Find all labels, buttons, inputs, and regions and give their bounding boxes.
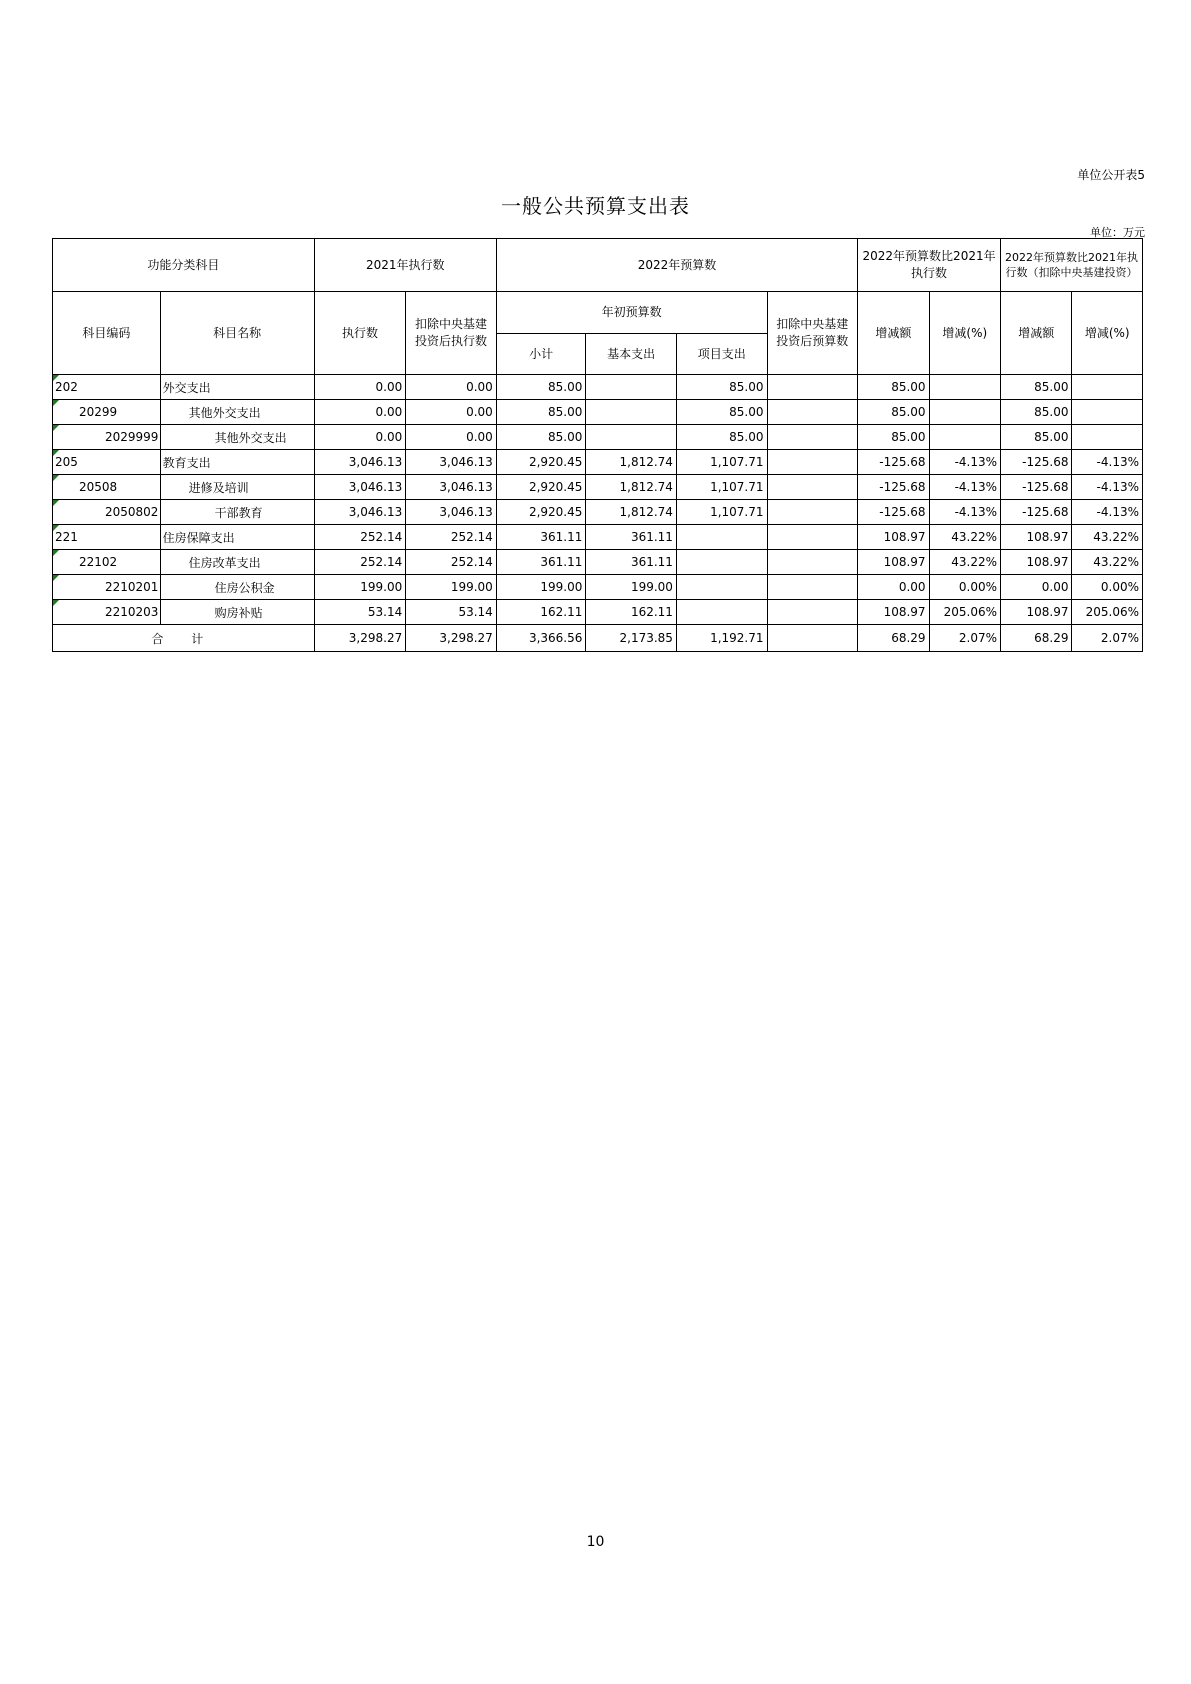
cell-subtotal: 2,920.45 [496,475,586,500]
text-marker-icon [53,525,59,531]
text-marker-icon [53,450,59,456]
header-name: 科目名称 [160,292,314,375]
cell-inc-pct [929,425,1000,450]
text-marker-icon [53,475,59,481]
header-inc-pct-excl: 增减(%) [1072,292,1143,375]
total-exec-excl: 3,298.27 [406,625,497,652]
header-project: 项目支出 [676,334,767,375]
cell-name: 进修及培训 [160,475,314,500]
total-inc-pct: 2.07% [929,625,1000,652]
header-inc-amt-excl: 增减额 [1001,292,1072,375]
code-text: 205 [55,455,78,469]
code-text: 22102 [79,555,118,569]
text-marker-icon [53,425,59,431]
total-inc-amt-excl: 68.29 [1001,625,1072,652]
cell-inc-pct2: -4.13% [1072,475,1143,500]
table-row [53,475,1143,500]
cell-inc-pct2: 205.06% [1072,600,1143,625]
header-compare-exec: 2022年预算数比2021年执行数 [858,239,1001,292]
cell-name: 教育支出 [160,450,314,475]
cell-inc-pct: -4.13% [929,475,1000,500]
header-func-category: 功能分类科目 [53,239,315,292]
cell-code [53,375,161,400]
header-compare-excl: 2022年预算数比2021年执行数（扣除中央基建投资） [1001,239,1143,292]
cell-inc-pct2: 43.22% [1072,550,1143,575]
cell-subtotal: 85.00 [496,425,586,450]
cell-project: 1,107.71 [676,450,767,475]
table-row [53,450,1143,475]
cell-subtotal: 162.11 [496,600,586,625]
cell-inc-amt2: 0.00 [1001,575,1072,600]
cell-inc-amt: 85.00 [858,425,929,450]
cell-inc-pct: 43.22% [929,525,1000,550]
cell-code [53,400,161,425]
cell-inc-amt: 108.97 [858,550,929,575]
cell-inc-amt: 0.00 [858,575,929,600]
cell-exec: 0.00 [314,400,406,425]
cell-inc-amt2: 85.00 [1001,400,1072,425]
cell-exec-excl: 3,046.13 [406,475,497,500]
cell-budget-excl [767,475,858,500]
cell-basic: 1,812.74 [586,500,677,525]
cell-basic: 162.11 [586,600,677,625]
cell-exec: 0.00 [314,425,406,450]
cell-code [53,475,161,500]
cell-inc-amt: 85.00 [858,375,929,400]
cell-inc-amt2: 108.97 [1001,600,1072,625]
cell-project [676,600,767,625]
cell-exec-excl: 252.14 [406,525,497,550]
cell-name: 住房改革支出 [160,550,314,575]
table-row [53,600,1143,625]
header-exec-excl: 扣除中央基建投资后执行数 [406,292,497,375]
cell-name: 其他外交支出 [160,400,314,425]
cell-code [53,525,161,550]
cell-inc-pct [929,400,1000,425]
cell-project [676,525,767,550]
cell-budget-excl [767,575,858,600]
cell-name: 其他外交支出 [160,425,314,450]
cell-subtotal: 2,920.45 [496,500,586,525]
budget-expenditure-table [52,238,1143,652]
text-marker-icon [53,500,59,506]
cell-code [53,600,161,625]
cell-exec: 53.14 [314,600,406,625]
cell-inc-amt2: -125.68 [1001,450,1072,475]
cell-exec-excl: 53.14 [406,600,497,625]
cell-exec-excl: 3,046.13 [406,500,497,525]
cell-basic [586,375,677,400]
cell-inc-pct: -4.13% [929,500,1000,525]
cell-exec-excl: 3,046.13 [406,450,497,475]
cell-exec: 252.14 [314,550,406,575]
total-inc-amt: 68.29 [858,625,929,652]
cell-project [676,550,767,575]
cell-exec: 252.14 [314,525,406,550]
total-exec: 3,298.27 [314,625,406,652]
cell-exec-excl: 199.00 [406,575,497,600]
header-basic: 基本支出 [586,334,677,375]
table-row [53,400,1143,425]
cell-inc-pct2 [1072,375,1143,400]
cell-basic: 361.11 [586,525,677,550]
header-code: 科目编码 [53,292,161,375]
code-text: 2210203 [105,605,159,619]
cell-inc-pct2 [1072,400,1143,425]
cell-inc-amt: -125.68 [858,500,929,525]
cell-inc-pct: -4.13% [929,450,1000,475]
cell-budget-excl [767,600,858,625]
total-label: 合 计 [53,625,315,652]
text-marker-icon [53,600,59,606]
cell-budget-excl [767,375,858,400]
cell-code [53,425,161,450]
page-number: 10 [586,1534,605,1550]
total-budget-excl [767,625,858,652]
cell-inc-pct2: 43.22% [1072,525,1143,550]
code-text: 2210201 [105,580,159,594]
cell-exec-excl: 0.00 [406,375,497,400]
cell-exec: 199.00 [314,575,406,600]
cell-budget-excl [767,450,858,475]
cell-subtotal: 2,920.45 [496,450,586,475]
cell-inc-pct: 43.22% [929,550,1000,575]
cell-exec: 3,046.13 [314,450,406,475]
total-inc-pct-excl: 2.07% [1072,625,1143,652]
table-row [53,375,1143,400]
cell-inc-amt2: -125.68 [1001,500,1072,525]
header-inc-amt: 增减额 [858,292,929,375]
header-initial-budget: 年初预算数 [496,292,767,334]
cell-name: 干部教育 [160,500,314,525]
cell-project: 85.00 [676,425,767,450]
text-marker-icon [53,400,59,406]
code-text: 20299 [79,405,118,419]
cell-name: 外交支出 [160,375,314,400]
cell-basic: 1,812.74 [586,450,677,475]
code-text: 2029999 [105,430,159,444]
cell-basic: 199.00 [586,575,677,600]
header-budget-2022: 2022年预算数 [496,239,857,292]
code-text: 202 [55,380,78,394]
cell-code [53,500,161,525]
total-row [53,625,1143,652]
unit-label: 单位：万元 [1090,226,1145,239]
table-row [53,550,1143,575]
cell-inc-pct2: -4.13% [1072,500,1143,525]
cell-inc-pct [929,375,1000,400]
cell-inc-amt2: 108.97 [1001,550,1072,575]
cell-budget-excl [767,425,858,450]
text-marker-icon [53,550,59,556]
cell-project: 1,107.71 [676,500,767,525]
text-marker-icon [53,575,59,581]
cell-code [53,450,161,475]
cell-subtotal: 199.00 [496,575,586,600]
cell-basic [586,400,677,425]
cell-project: 85.00 [676,400,767,425]
cell-exec-excl: 0.00 [406,425,497,450]
cell-inc-pct: 0.00% [929,575,1000,600]
cell-inc-amt: 85.00 [858,400,929,425]
code-text: 221 [55,530,78,544]
cell-subtotal: 361.11 [496,525,586,550]
header-inc-pct: 增减(%) [929,292,1000,375]
header-exec-2021: 2021年执行数 [314,239,496,292]
table-row [53,425,1143,450]
cell-inc-amt: 108.97 [858,600,929,625]
cell-subtotal: 85.00 [496,400,586,425]
cell-exec: 3,046.13 [314,500,406,525]
table-row [53,525,1143,550]
cell-inc-amt2: -125.68 [1001,475,1072,500]
cell-code [53,550,161,575]
table-row [53,575,1143,600]
cell-exec: 0.00 [314,375,406,400]
cell-name: 住房保障支出 [160,525,314,550]
total-basic: 2,173.85 [586,625,677,652]
table-row [53,500,1143,525]
cell-inc-amt: 108.97 [858,525,929,550]
cell-budget-excl [767,400,858,425]
cell-code [53,575,161,600]
cell-inc-pct2 [1072,425,1143,450]
cell-inc-pct2: -4.13% [1072,450,1143,475]
header-budget-excl: 扣除中央基建投资后预算数 [767,292,858,375]
cell-inc-amt: -125.68 [858,450,929,475]
total-subtotal: 3,366.56 [496,625,586,652]
cell-inc-pct: 205.06% [929,600,1000,625]
page-title: 一般公共预算支出表 [501,194,690,218]
code-text: 2050802 [105,505,159,519]
cell-budget-excl [767,550,858,575]
code-text: 20508 [79,480,118,494]
header-subtotal: 小计 [496,334,586,375]
text-marker-icon [53,375,59,381]
cell-inc-amt2: 85.00 [1001,425,1072,450]
cell-exec-excl: 252.14 [406,550,497,575]
form-number: 单位公开表5 [1077,168,1145,182]
cell-basic [586,425,677,450]
cell-subtotal: 85.00 [496,375,586,400]
cell-budget-excl [767,500,858,525]
cell-inc-pct2: 0.00% [1072,575,1143,600]
cell-inc-amt2: 108.97 [1001,525,1072,550]
cell-project: 85.00 [676,375,767,400]
cell-exec-excl: 0.00 [406,400,497,425]
cell-basic: 1,812.74 [586,475,677,500]
cell-project [676,575,767,600]
header-exec: 执行数 [314,292,406,375]
cell-budget-excl [767,525,858,550]
cell-inc-amt2: 85.00 [1001,375,1072,400]
cell-project: 1,107.71 [676,475,767,500]
table-body [53,375,1143,625]
cell-inc-amt: -125.68 [858,475,929,500]
cell-exec: 3,046.13 [314,475,406,500]
cell-name: 住房公积金 [160,575,314,600]
cell-basic: 361.11 [586,550,677,575]
cell-name: 购房补贴 [160,600,314,625]
total-project: 1,192.71 [676,625,767,652]
cell-subtotal: 361.11 [496,550,586,575]
